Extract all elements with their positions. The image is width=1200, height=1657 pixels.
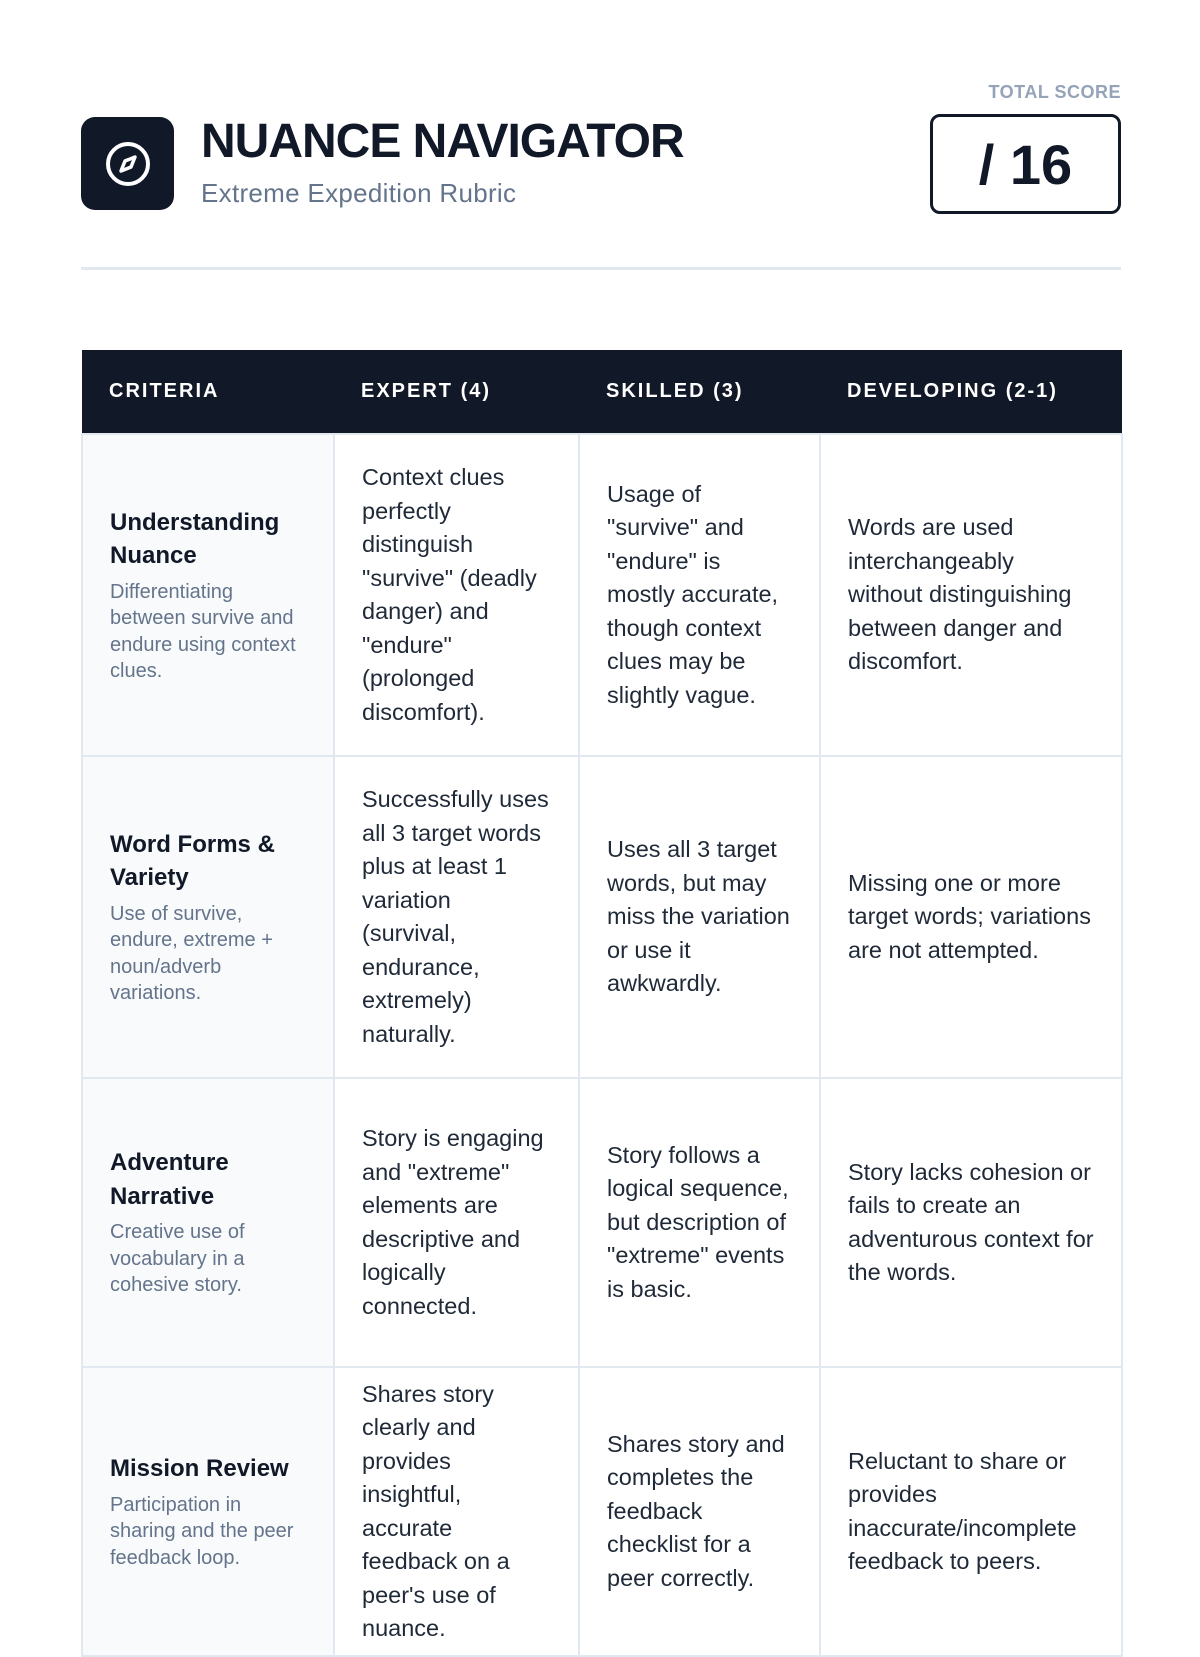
- page-title: NUANCE NAVIGATOR: [201, 115, 684, 168]
- criteria-description: Use of survive, endure, extreme + noun/adverb variations.: [110, 902, 273, 1004]
- developing-cell: Words are used interchangeably without distinguishing between danger and discomfort.: [820, 434, 1122, 756]
- total-score-box: / 16: [930, 114, 1121, 214]
- table-row: [82, 756, 1122, 1078]
- page-header: [81, 80, 1121, 270]
- criteria-name: Word Forms & Variety: [110, 830, 275, 891]
- column-header-expert: EXPERT (4): [334, 350, 579, 434]
- total-score-label: TOTAL SCORE: [988, 82, 1121, 102]
- skilled-cell: Shares story and completes the feedback checklist for a peer correctly.: [579, 1367, 820, 1656]
- expert-cell: Story is engaging and "extreme" elements are descriptive and logically connected.: [334, 1078, 579, 1367]
- table-row: [82, 1367, 1122, 1656]
- developing-cell: Missing one or more target words; variations are not attempted.: [820, 756, 1122, 1078]
- criteria-cell: [82, 1367, 334, 1656]
- criteria-name: Mission Review: [110, 1455, 289, 1482]
- column-header-developing: DEVELOPING (2-1): [820, 350, 1122, 434]
- table-row: [82, 1078, 1122, 1367]
- developing-cell: Story lacks cohesion or fails to create an adventurous context for the words.: [820, 1078, 1122, 1367]
- skilled-cell: Uses all 3 target words, but may miss the variation or use it awkwardly.: [579, 756, 820, 1078]
- criteria-cell: [82, 1078, 334, 1367]
- column-header-skilled: SKILLED (3): [579, 350, 820, 434]
- expert-cell: Shares story clearly and provides insightful, accurate feedback on a peer's use of nuance.: [334, 1367, 579, 1656]
- criteria-name: Adventure Narrative: [110, 1149, 229, 1210]
- rubric-table: [81, 350, 1123, 1657]
- expert-cell: Successfully uses all 3 target words plus at least 1 variation (survival, endurance, extremely) naturally.: [334, 756, 579, 1078]
- criteria-name: Understanding Nuance: [110, 508, 280, 569]
- skilled-cell: Usage of "survive" and "endure" is mostly accurate, though context clues may be slightly vague.: [579, 434, 820, 756]
- expert-cell: Context clues perfectly distinguish "survive" (deadly danger) and "endure" (prolonged discomfort).: [334, 434, 579, 756]
- criteria-description: Differentiating between survive and endure using context clues.: [110, 580, 296, 682]
- criteria-cell: [82, 756, 334, 1078]
- column-header-criteria: CRITERIA: [82, 350, 334, 434]
- table-row: [82, 434, 1122, 756]
- table-header-row: [82, 350, 1122, 434]
- compass-icon: [81, 117, 174, 210]
- header-divider: [81, 267, 1121, 270]
- page-subtitle: Extreme Expedition Rubric: [201, 178, 517, 208]
- criteria-cell: [82, 434, 334, 756]
- criteria-description: Creative use of vocabulary in a cohesive story.: [110, 1221, 245, 1297]
- developing-cell: Reluctant to share or provides inaccurate/incomplete feedback to peers.: [820, 1367, 1122, 1656]
- skilled-cell: Story follows a logical sequence, but description of "extreme" events is basic.: [579, 1078, 820, 1367]
- criteria-description: Participation in sharing and the peer feedback loop.: [110, 1493, 294, 1569]
